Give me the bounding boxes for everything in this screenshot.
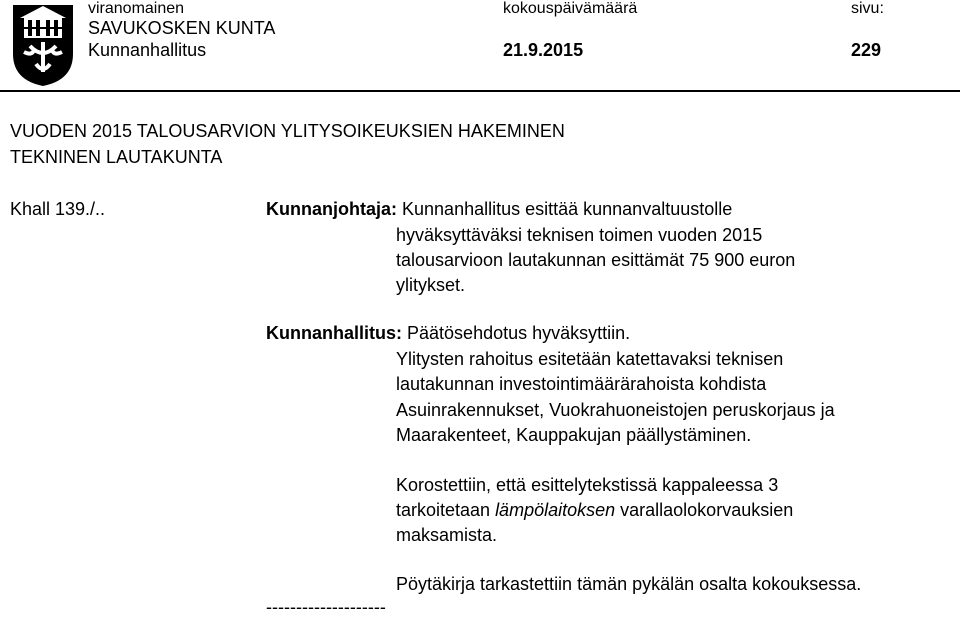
note-line: maksamista. [396,525,498,545]
decision-line: Maarakenteet, Kauppakujan päällystäminen. [396,425,752,445]
header-authority-label: viranomainen [88,0,185,17]
header-page-number: 229 [851,40,882,60]
header-divider [0,90,960,92]
document-title: VUODEN 2015 TALOUSARVION YLITYSOIKEUKSIEN HAKEMINEN [10,121,565,141]
header-date: 21.9.2015 [503,40,584,60]
decision-speaker: Kunnanhallitus: [266,323,402,343]
minutes-check-line: Pöytäkirja tarkastettiin tämän pykälän osalta kokouksessa. [396,574,862,594]
note-line: Korostettiin, että esittelytekstissä kappaleessa 3 [396,475,779,495]
municipality-coat-of-arms-logo [10,2,76,88]
document-subtitle: TEKNINEN LAUTAKUNTA [10,147,223,167]
note-line-emphasis [396,498,793,523]
proposal-speaker: Kunnanjohtaja: [266,199,397,219]
header-body: Kunnanhallitus [88,40,207,60]
decision-line: lautakunnan investointimäärärahoista kohdista [396,374,767,394]
section-reference: Khall 139./.. [10,199,106,219]
proposal-line: Kunnanhallitus esittää kunnanvaltuustolle [402,199,733,219]
decision-line: Ylitysten rahoitus esitetään katettavaksi teknisen [396,349,784,369]
note-text: tarkoitetaan [396,500,496,520]
proposal-line: ylitykset. [396,275,466,295]
header-page-label: sivu: [851,0,884,17]
header-date-label: kokouspäivämäärä [503,0,638,17]
proposal-block [266,197,732,222]
decision-first-line: Päätösehdotus hyväksyttiin. [407,323,631,343]
footer-separator: -------------------- [266,597,386,617]
decision-block [266,321,630,346]
header-municipality: SAVUKOSKEN KUNTA [88,18,276,38]
proposal-line: talousarvioon lautakunnan esittämät 75 900 euron [396,250,796,270]
proposal-line: hyväksyttäväksi teknisen toimen vuoden 2015 [396,225,763,245]
note-text: varallaolokorvauksien [615,500,794,520]
decision-line: Asuinrakennukset, Vuokrahuoneistojen peruskorjaus ja [396,400,835,420]
note-italic-term: lämpölaitoksen [495,500,616,520]
